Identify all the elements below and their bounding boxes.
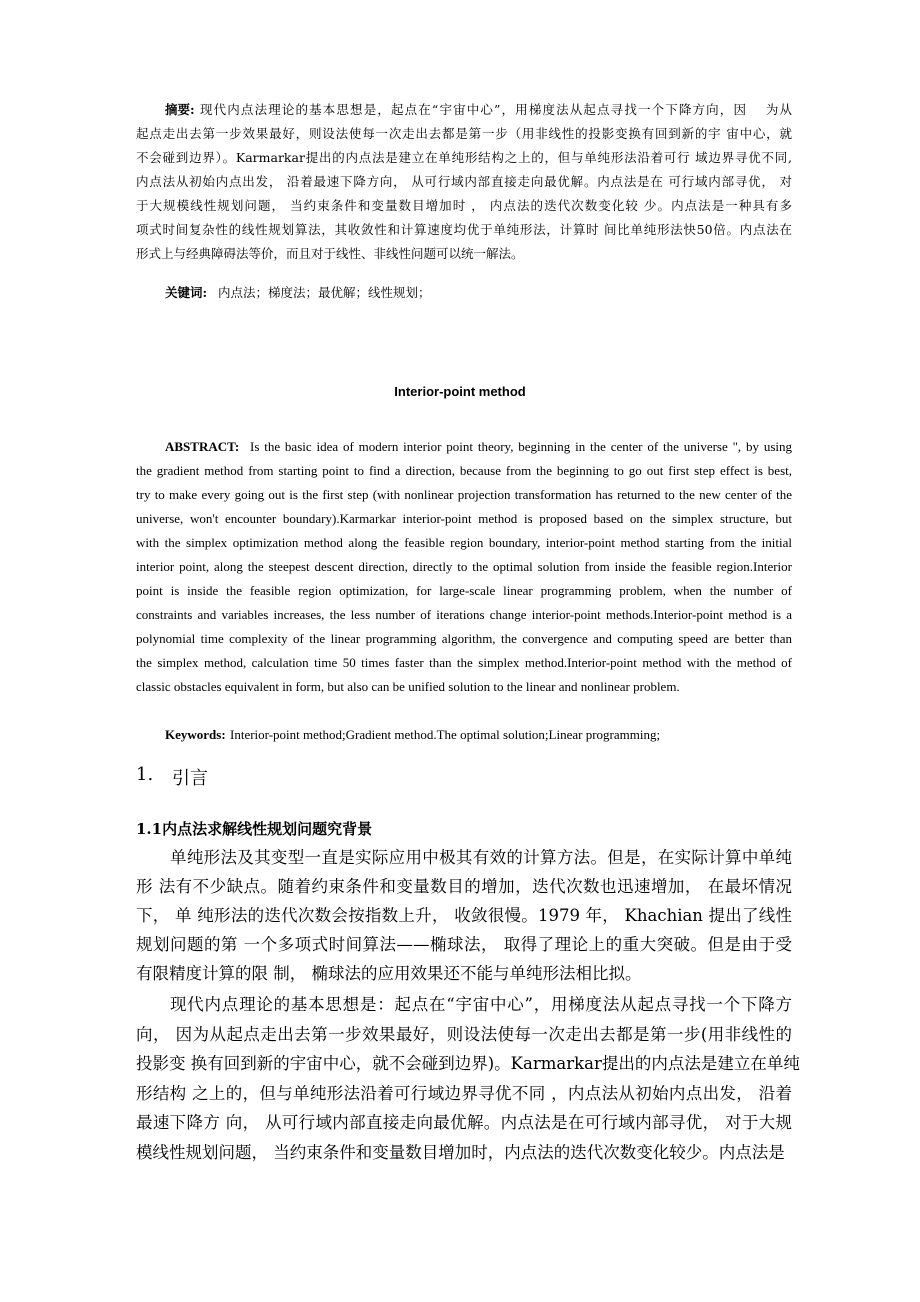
paragraph-line: 形 法有不少缺点。随着约束条件和变量数目的增加，迭代次数也迅速增加， 在最坏情况 <box>136 877 792 896</box>
en-abstract-line: try to make every going out is the first step (with nonlinear projection transformation has returned to the new center of the <box>136 487 792 502</box>
paragraph-line: 现代内点理论的基本思想是：起点在“宇宙中心”，用梯度法从起点寻找一个下降方 <box>170 995 792 1014</box>
section-number: 1. <box>136 764 154 785</box>
en-abstract-label: ABSTRACT: <box>165 439 240 454</box>
paragraph-line: 模线性规划问题， 当约束条件和变量数目增加时，内点法的迭代次数变化较少。内点法是 <box>136 1143 785 1162</box>
en-abstract-line: interior point, along the steepest descent direction, directly to the optimal solution from inside the feasible region.Interior <box>136 559 792 574</box>
en-abstract-line: Is the basic idea of modern interior point theory, beginning in the center of the universe ", by using <box>250 439 792 454</box>
paragraph-line: 最速下降方 向， 从可行域内部直接走向最优解。内点法是在可行域内部寻优， 对于大规 <box>136 1113 792 1133</box>
en-abstract-line: the gradient method from starting point to find a direction, because from the beginning to go out first step effect is best, <box>136 463 792 478</box>
paragraph-line: 投影变 换有回到新的宇宙中心，就不会碰到边界)。Karmarkar提出的内点法是建立在单纯 <box>136 1054 800 1074</box>
section-title: 引言 <box>172 768 208 789</box>
cn-abstract-line: 内点法从初始内点出发， 沿着最速下降方向， 从可行域内部直接走向最优解。内点法是在 可行域内部寻优， 对 <box>136 174 792 189</box>
en-abstract-line: universe, won't encounter boundary).Karmarkar interior-point method is proposed based on the simplex structure, but <box>136 511 792 526</box>
en-abstract-line: the simplex method, calculation time 50 times faster than the simplex method.Interior-point method with the method of <box>136 655 792 670</box>
en-abstract-line: polynomial time complexity of the linear programming algorithm, the convergence and computing speed are better than <box>136 631 792 646</box>
cn-abstract-line: 现代内点法理论的基本思想是，起点在“宇宙中心”，用梯度法从起点寻找一个下降方向，因 为从 <box>200 102 792 117</box>
cn-abstract-line: 形式上与经典障碍法等价，而且对于线性、非线性问题可以统一解法。 <box>136 246 524 261</box>
en-keywords: Interior-point method;Gradient method.The optimal solution;Linear programming; <box>230 727 661 742</box>
cn-abstract-line: 起点走出去第一步效果最好，则设法使每一次走出去都是第一步（用非线性的投影变换有回到新的宇 宙中心，就 <box>136 126 792 141</box>
english-title: Interior-point method <box>394 384 526 399</box>
paragraph-line: 规划问题的第 一个多项式时间算法——椭球法， 取得了理论上的重大突破。但是由于受 <box>136 935 792 954</box>
cn-abstract-line: 不会碰到边界）。Karmarkar提出的内点法是建立在单纯形结构之上的，但与单纯形法沿着可行 域边界寻优不同, <box>136 150 792 165</box>
paragraph-line: 向， 因为从起点走出去第一步效果最好，则设法使每一次走出去都是第一步(用非线性的 <box>136 1024 792 1044</box>
paragraph-line: 下， 单 纯形法的迭代次数会按指数上升， 收敛很慢。1979 年， Khachian 提出了线性 <box>136 906 792 925</box>
paragraph-line: 有限精度计算的限 制， 椭球法的应用效果还不能与单纯形法相比拟。 <box>136 964 642 983</box>
cn-keywords-label: 关键词: <box>165 285 208 300</box>
en-abstract-line: point is inside the feasible region optimization, for large-scale linear programming problem, when the number of <box>136 583 792 598</box>
cn-abstract-line: 于大规模线性规划问题， 当约束条件和变量数目增加时 ， 内点法的迭代次数变化较 少。内点法是一种具有多 <box>136 198 792 213</box>
en-abstract-line: classic obstacles equivalent in form, but also can be unified solution to the linear and nonlinear problem. <box>136 679 680 694</box>
cn-abstract-label: 摘要: <box>165 102 195 117</box>
cn-abstract-line: 项式时间复杂性的线性规划算法，其收敛性和计算速度均优于单纯形法，计算时 间比单纯形法快50倍。内点法在 <box>136 222 792 237</box>
cn-keywords: 内点法；梯度法；最优解；线性规划； <box>218 285 431 300</box>
en-abstract-line: with the simplex optimization method along the feasible region boundary, interior-point method starting from the initial <box>136 535 792 550</box>
paragraph-line: 单纯形法及其变型一直是实际应用中极其有效的计算方法。但是，在实际计算中单纯 <box>170 848 792 867</box>
subsection-title: 1.1内点法求解线性规划问题究背景 <box>136 820 373 838</box>
en-keywords-label: Keywords: <box>165 727 226 742</box>
en-abstract-line: constraints and variables increases, the less number of iterations change interior-point methods.Interior-point method is a <box>136 607 792 622</box>
paragraph-line: 形结构 之上的，但与单纯形法沿着可行域边界寻优不同 ，内点法从初始内点出发， 沿着 <box>136 1083 792 1103</box>
